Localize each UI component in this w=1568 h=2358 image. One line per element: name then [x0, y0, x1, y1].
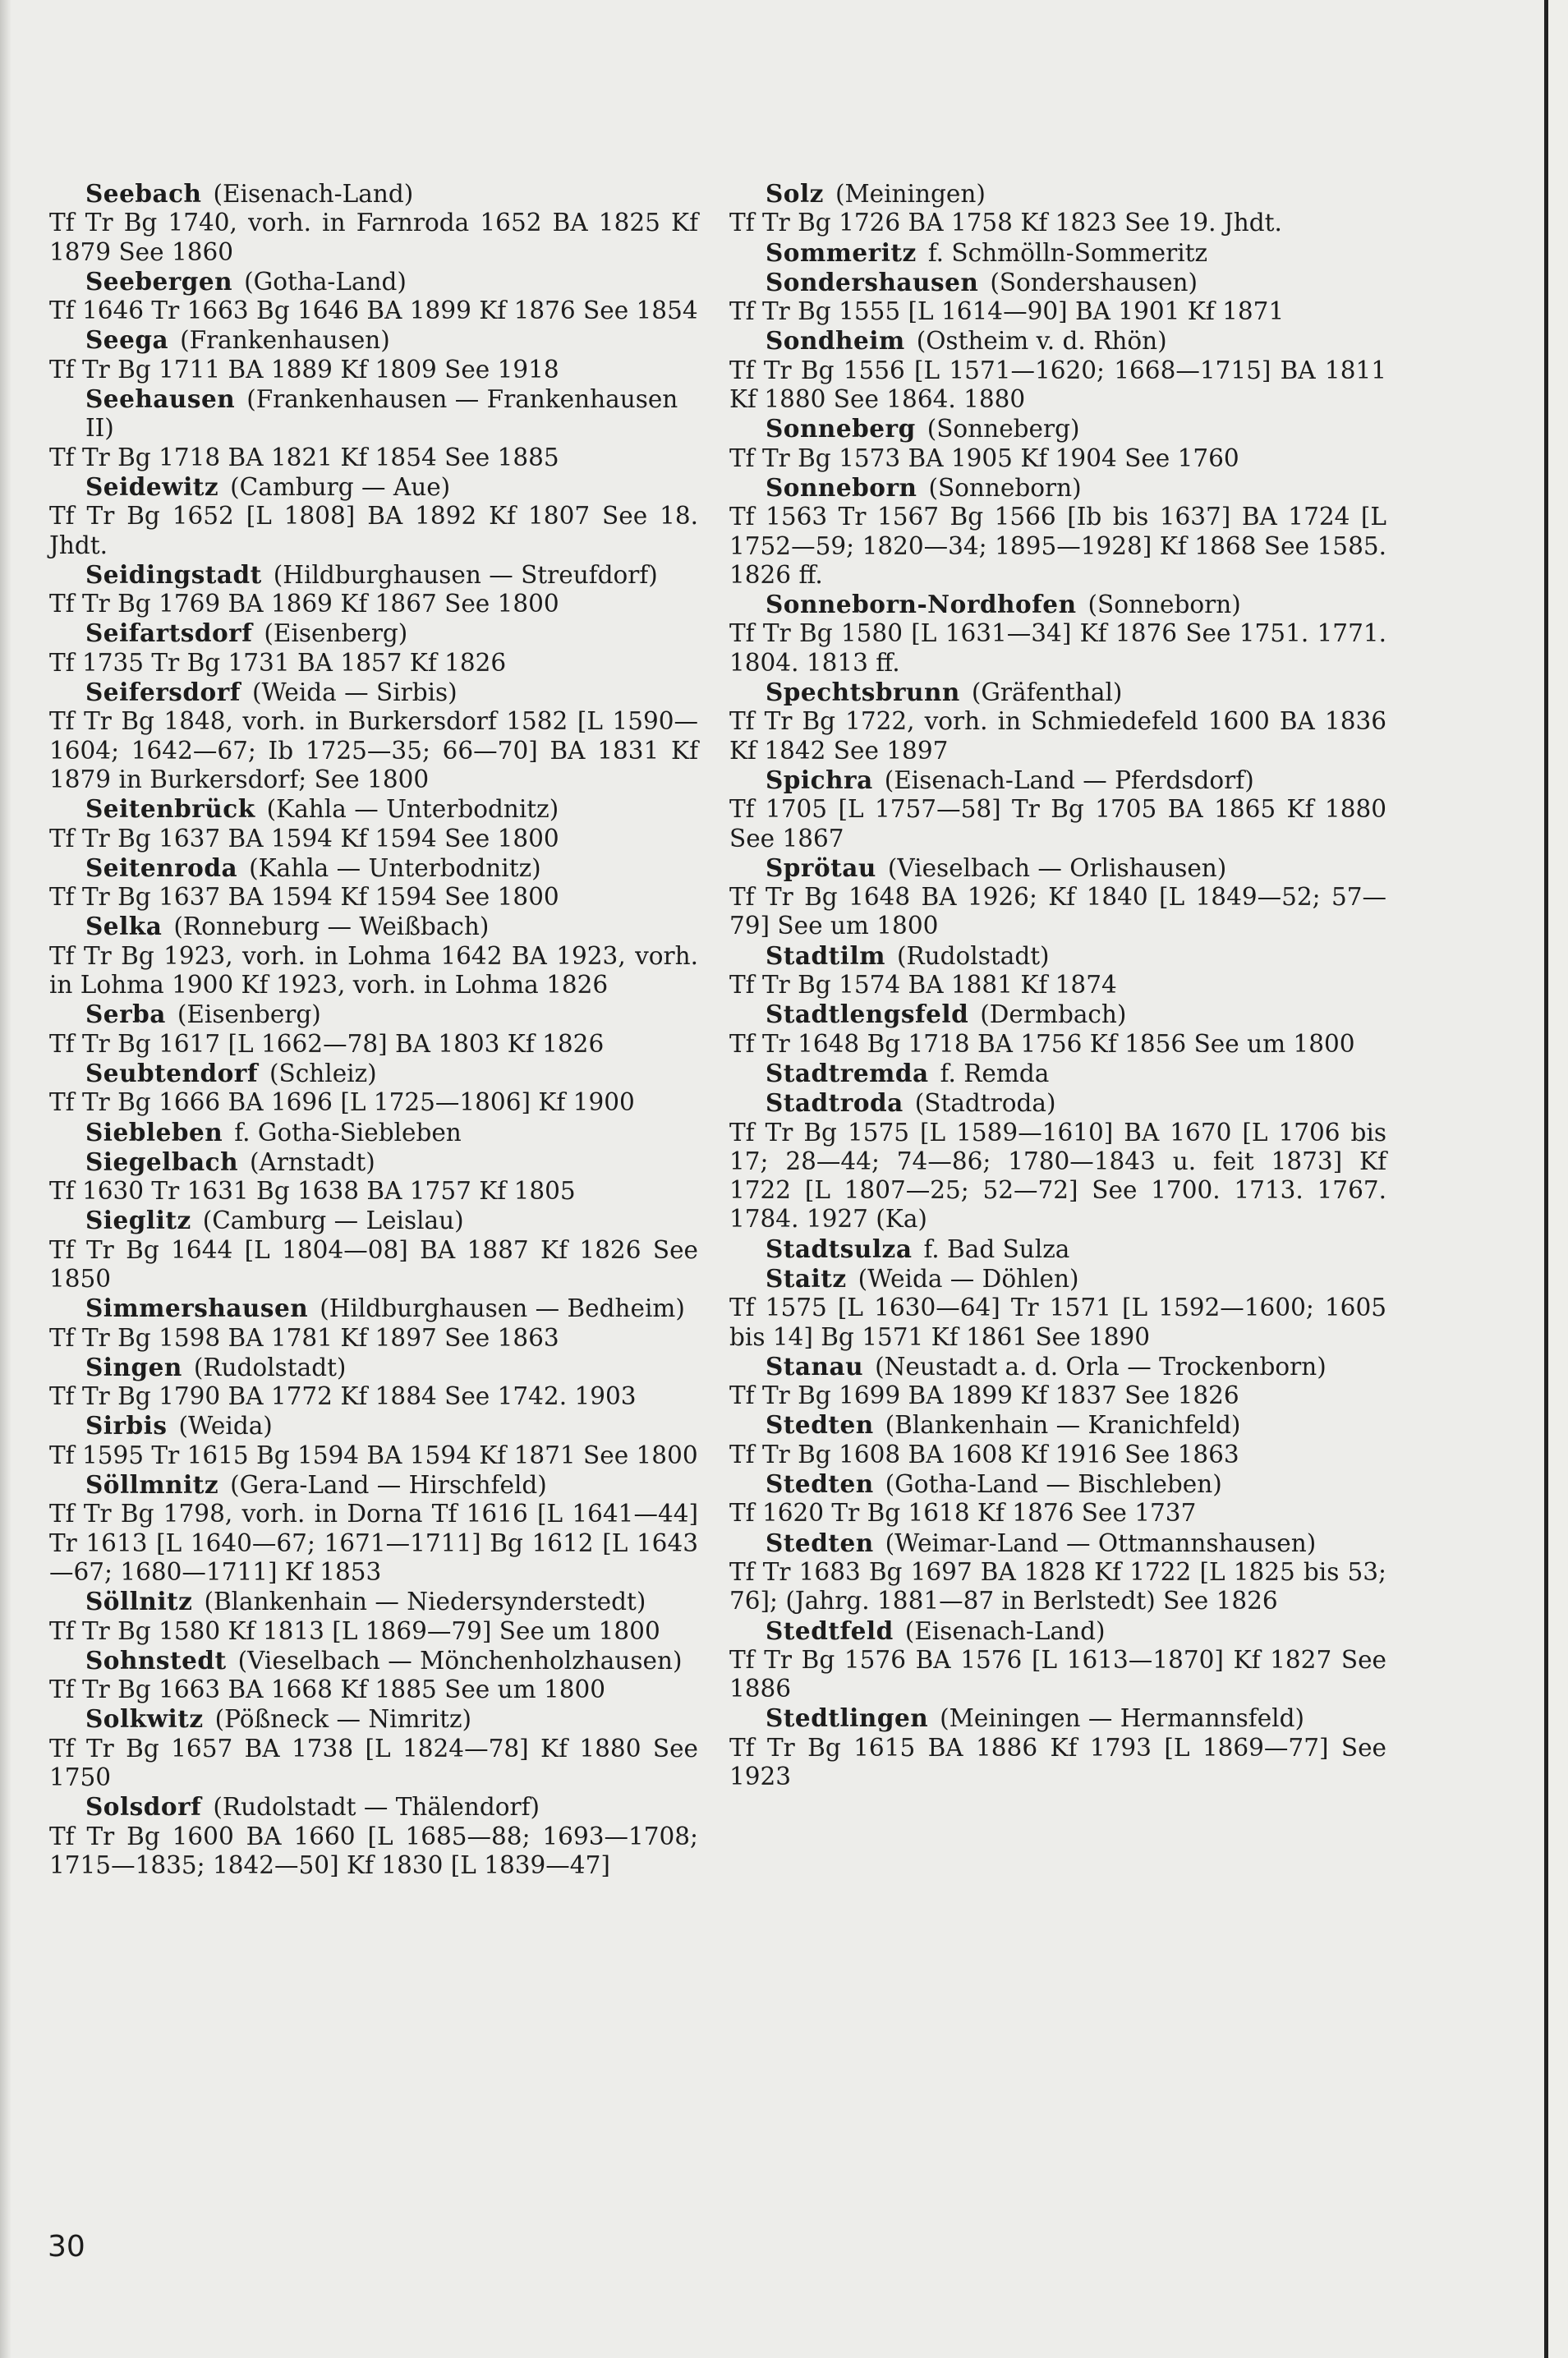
place-name: Sondershausen	[766, 267, 979, 296]
entry-heading	[49, 678, 698, 707]
place-name: Seebach	[85, 179, 202, 208]
district-reference: (Eisenberg)	[264, 619, 408, 648]
record-holdings: Tf Tr Bg 1666 BA 1696 [L 1725—1806] Kf 1900	[49, 1088, 635, 1117]
place-name: Stedtlingen	[766, 1703, 929, 1733]
district-reference: (Arnstadt)	[250, 1147, 375, 1176]
record-holdings: Tf Tr Bg 1576 BA 1576 [L 1613—1870] Kf 1827 See 1886	[729, 1645, 1386, 1703]
district-reference: (Kahla — Unterbodnitz)	[266, 795, 559, 824]
gazetteer-entry	[729, 473, 1386, 590]
record-holdings: Tf Tr Bg 1722, vorh. in Schmiedefeld 1600 BA 1836 Kf 1842 See 1897	[729, 707, 1386, 765]
district-reference: (Blankenhain — Kranichfeld)	[885, 1411, 1241, 1440]
district-reference: (Gotha-Land — Bischleben)	[885, 1470, 1222, 1499]
place-name: Sieglitz	[85, 1206, 191, 1235]
gazetteer-entry	[49, 1294, 698, 1353]
gazetteer-entry	[729, 765, 1386, 853]
district-reference: (Dermbach)	[980, 1000, 1127, 1029]
entry-heading	[49, 267, 698, 296]
record-holdings: Tf 1620 Tr Bg 1618 Kf 1876 See 1737	[729, 1499, 1197, 1528]
gazetteer-entry	[729, 941, 1386, 1000]
gazetteer-entry	[49, 794, 698, 853]
entry-heading	[49, 1587, 698, 1616]
gazetteer-entry	[49, 1059, 698, 1118]
place-name: Simmershausen	[85, 1294, 309, 1323]
gazetteer-entry	[49, 384, 698, 472]
gazetteer-entry	[49, 1353, 698, 1412]
gazetteer-entry	[729, 1234, 1386, 1264]
district-reference: (Meiningen)	[835, 180, 986, 208]
entry-heading	[49, 1792, 698, 1822]
record-holdings: Tf Tr Bg 1556 [L 1571—1620; 1668—1715] BA 1811 Kf 1880 See 1864. 1880	[729, 356, 1386, 414]
place-name: Söllnitz	[85, 1587, 193, 1616]
entry-heading	[729, 941, 1386, 971]
record-holdings: Tf 1630 Tr 1631 Bg 1638 BA 1757 Kf 1805	[49, 1177, 576, 1206]
entry-heading	[729, 326, 1386, 356]
place-name: Seifartsdorf	[85, 618, 253, 648]
district-reference: (Vieselbach — Orlishausen)	[887, 853, 1227, 882]
district-reference: (Eisenach-Land — Pferdsdorf)	[884, 765, 1254, 794]
district-reference: (Camburg — Leislau)	[202, 1207, 464, 1235]
gazetteer-entry	[49, 1792, 698, 1880]
record-holdings: Tf 1735 Tr Bg 1731 BA 1857 Kf 1826	[49, 648, 507, 677]
record-holdings: Tf Tr Bg 1726 BA 1758 Kf 1823 See 19. Jhdt.	[729, 209, 1282, 237]
entry-heading	[49, 1411, 698, 1441]
district-reference: (Meiningen — Hermannsfeld)	[940, 1704, 1304, 1733]
entry-heading	[49, 1704, 698, 1734]
record-holdings: Tf Tr Bg 1769 BA 1869 Kf 1867 See 1800	[49, 590, 559, 618]
record-holdings: Tf Tr Bg 1600 BA 1660 [L 1685—88; 1693—1708; 1715—1835; 1842—50] Kf 1830 [L 1839—47]	[49, 1822, 698, 1879]
gazetteer-entry	[49, 472, 698, 560]
district-reference: f. Bad Sulza	[923, 1234, 1070, 1263]
district-reference: (Rudolstadt)	[193, 1353, 347, 1381]
gazetteer-entry	[729, 1410, 1386, 1469]
gazetteer-entry	[729, 1059, 1386, 1088]
entry-heading	[729, 1234, 1386, 1264]
district-reference: (Vieselbach — Mönchenholzhausen)	[237, 1646, 683, 1675]
place-name: Seitenroda	[85, 853, 238, 882]
record-holdings: Tf 1705 [L 1757—58] Tr Bg 1705 BA 1865 Kf 1880 See 1867	[729, 795, 1386, 853]
district-reference: (Sonneborn)	[928, 473, 1082, 502]
gazetteer-entry	[49, 1147, 698, 1207]
place-name: Solz	[766, 179, 824, 208]
place-name: Sommeritz	[766, 237, 917, 267]
entry-heading	[729, 1000, 1386, 1029]
record-holdings: Tf Tr Bg 1663 BA 1668 Kf 1885 See um 1800	[49, 1675, 606, 1704]
district-reference: (Pößneck — Nimritz)	[214, 1705, 472, 1734]
place-name: Sonneborn-Nordhofen	[766, 590, 1077, 619]
district-reference: (Kahla — Unterbodnitz)	[249, 853, 541, 882]
district-reference: (Rudolstadt)	[896, 941, 1050, 970]
gazetteer-entry	[729, 1703, 1386, 1791]
record-holdings: Tf Tr 1683 Bg 1697 BA 1828 Kf 1722 [L 1825 bis 53; 76]; (Jahrg. 1881—87 in Berlstedt) See 1826	[729, 1557, 1386, 1616]
record-holdings: Tf Tr Bg 1740, vorh. in Farnroda 1652 BA 1825 Kf 1879 See 1860	[49, 209, 698, 266]
entry-heading	[49, 1059, 698, 1088]
record-holdings: Tf 1575 [L 1630—64] Tr 1571 [L 1592—1600; 1605 bis 14] Bg 1571 Kf 1861 See 1890	[729, 1294, 1386, 1351]
entry-heading	[49, 1470, 698, 1500]
gazetteer-entry	[729, 1528, 1386, 1616]
place-name: Siegelbach	[85, 1147, 239, 1176]
entry-heading	[729, 473, 1386, 503]
place-name: Stadtlengsfeld	[766, 1000, 969, 1029]
place-name: Solkwitz	[85, 1704, 204, 1734]
place-name: Söllmnitz	[85, 1470, 219, 1500]
place-name: Sirbis	[85, 1411, 168, 1441]
place-name: Stedten	[766, 1528, 874, 1557]
place-name: Singen	[85, 1352, 182, 1381]
entry-heading	[729, 1088, 1386, 1118]
gazetteer-entry	[729, 853, 1386, 941]
district-reference: (Stadtroda)	[914, 1089, 1056, 1118]
place-name: Sohnstedt	[85, 1645, 227, 1675]
place-name: Spichra	[766, 765, 873, 794]
district-reference: (Sonneberg)	[927, 415, 1080, 444]
district-reference: f. Remda	[940, 1059, 1050, 1087]
gazetteer-entry	[49, 1470, 698, 1587]
gazetteer-entry	[49, 1704, 698, 1792]
entry-heading	[49, 1118, 698, 1147]
entry-heading	[729, 1703, 1386, 1733]
place-name: Seidingstadt	[85, 559, 262, 589]
place-name: Stanau	[766, 1351, 864, 1381]
record-holdings: Tf Tr Bg 1580 Kf 1813 [L 1869—79] See um 1800	[49, 1616, 660, 1645]
district-reference: (Frankenhausen)	[180, 326, 390, 355]
district-reference: (Weida — Sirbis)	[251, 678, 458, 707]
record-holdings: Tf Tr Bg 1644 [L 1804—08] BA 1887 Kf 1826 See 1850	[49, 1235, 698, 1293]
entry-heading	[729, 268, 1386, 297]
place-name: Seehausen	[85, 384, 236, 414]
place-name: Stadtsulza	[766, 1234, 913, 1263]
gazetteer-entry	[729, 179, 1386, 238]
gazetteer-entry	[49, 560, 698, 619]
entry-heading	[729, 1059, 1386, 1088]
gazetteer-entry	[49, 1206, 698, 1294]
gazetteer-entry	[49, 1000, 698, 1059]
gazetteer-entry	[729, 414, 1386, 473]
entry-heading	[729, 1616, 1386, 1646]
gazetteer-entry	[49, 325, 698, 384]
entry-heading	[49, 912, 698, 941]
place-name: Sonneborn	[766, 472, 917, 502]
entry-heading	[49, 384, 698, 444]
place-name: Stedtfeld	[766, 1616, 894, 1645]
record-holdings: Tf Tr Bg 1699 BA 1899 Kf 1837 See 1826	[729, 1381, 1239, 1410]
place-name: Seebergen	[85, 266, 233, 296]
record-holdings: Tf Tr Bg 1615 BA 1886 Kf 1793 [L 1869—77] See 1923	[729, 1733, 1386, 1791]
district-reference: (Hildburghausen — Streufdorf)	[273, 560, 658, 589]
place-name: Sondheim	[766, 326, 905, 356]
gazetteer-entry	[729, 678, 1386, 765]
gazetteer-entry	[49, 1411, 698, 1470]
gazetteer-entry	[729, 1469, 1386, 1528]
page-number: 30	[48, 2230, 85, 2264]
gazetteer-entry	[49, 267, 698, 326]
entry-heading	[49, 853, 698, 883]
place-name: Selka	[85, 912, 163, 941]
left-column	[49, 179, 698, 1880]
district-reference: (Rudolstadt — Thälendorf)	[213, 1793, 540, 1822]
entry-heading	[49, 325, 698, 355]
place-name: Sprötau	[766, 853, 876, 882]
district-reference: f. Gotha-Siebleben	[234, 1118, 462, 1147]
district-reference: (Eisenach-Land)	[213, 180, 414, 208]
record-holdings: Tf 1646 Tr 1663 Bg 1646 BA 1899 Kf 1876 See 1854	[49, 296, 698, 325]
gazetteer-entry	[729, 1616, 1386, 1704]
record-holdings: Tf Tr Bg 1790 BA 1772 Kf 1884 See 1742. 1903	[49, 1382, 637, 1411]
place-name: Stedten	[766, 1469, 874, 1499]
entry-heading	[729, 238, 1386, 268]
place-name: Stadtroda	[766, 1088, 904, 1118]
gazetteer-entry	[729, 1264, 1386, 1352]
gazetteer-entry	[49, 1118, 698, 1147]
entry-heading	[49, 794, 698, 824]
gazetteer-entry	[49, 912, 698, 1000]
entry-heading	[49, 1646, 698, 1675]
gazetteer-entry	[729, 268, 1386, 327]
gazetteer-entry	[49, 618, 698, 678]
record-holdings: Tf Tr Bg 1923, vorh. in Lohma 1642 BA 1923, vorh. in Lohma 1900 Kf 1923, vorh. in Lohma 1826	[49, 941, 698, 1000]
district-reference: (Hildburghausen — Bedheim)	[320, 1294, 685, 1323]
entry-heading	[729, 179, 1386, 209]
gazetteer-entry	[49, 678, 698, 794]
record-holdings: Tf Tr Bg 1711 BA 1889 Kf 1809 See 1918	[49, 355, 559, 384]
place-name: Seifersdorf	[85, 678, 241, 707]
district-reference: (Gräfenthal)	[971, 678, 1123, 707]
entry-heading	[729, 1528, 1386, 1558]
district-reference: (Frankenhausen — Frankenhausen II)	[85, 385, 678, 443]
district-reference: (Neustadt a. d. Orla — Trockenborn)	[875, 1352, 1327, 1381]
record-holdings: Tf Tr Bg 1580 [L 1631—34] Kf 1876 See 1751. 1771. 1804. 1813 ff.	[729, 619, 1386, 677]
place-name: Seitenbrück	[85, 794, 255, 824]
place-name: Serba	[85, 1000, 166, 1029]
entry-heading	[49, 472, 698, 502]
place-name: Stedten	[766, 1410, 874, 1440]
place-name: Seidewitz	[85, 471, 219, 501]
place-name: Sonneberg	[766, 414, 916, 444]
record-holdings: Tf Tr Bg 1637 BA 1594 Kf 1594 See 1800	[49, 883, 559, 912]
district-reference: (Sondershausen)	[990, 268, 1198, 296]
entry-heading	[49, 1294, 698, 1323]
place-name: Stadtilm	[766, 940, 885, 970]
entry-heading	[49, 1000, 698, 1029]
record-holdings: Tf Tr Bg 1652 [L 1808] BA 1892 Kf 1807 See 18. Jhdt.	[49, 502, 698, 559]
district-reference: (Eisenberg)	[177, 1000, 321, 1029]
entry-heading	[729, 853, 1386, 883]
place-name: Siebleben	[85, 1117, 223, 1147]
entry-heading	[49, 1206, 698, 1235]
district-reference: (Gera-Land — Hirschfeld)	[230, 1471, 547, 1500]
entry-heading	[729, 590, 1386, 619]
gazetteer-entry	[49, 179, 698, 267]
place-name: Spechtsbrunn	[766, 678, 960, 707]
entry-heading	[729, 678, 1386, 707]
entry-heading	[729, 765, 1386, 795]
district-reference: (Ostheim v. d. Rhön)	[916, 327, 1167, 356]
place-name: Seega	[85, 325, 169, 355]
record-holdings: Tf Tr Bg 1657 BA 1738 [L 1824—78] Kf 1880 See 1750	[49, 1734, 698, 1792]
district-reference: (Ronneburg — Weißbach)	[173, 912, 490, 941]
record-holdings: Tf 1563 Tr 1567 Bg 1566 [Ib bis 1637] BA 1724 [L 1752—59; 1820—34; 1895—1928] Kf 1868 See 1585. 1826 ff.	[729, 503, 1386, 589]
record-holdings: Tf Tr Bg 1575 [L 1589—1610] BA 1670 [L 1706 bis 17; 28—44; 74—86; 1780—1843 u. feit 1873] Kf 1722 [L 1807—25; 52—72] See 1700. 1713. 1767. 1784. 1927 (Ka)	[729, 1118, 1386, 1234]
record-holdings: Tf Tr Bg 1573 BA 1905 Kf 1904 See 1760	[729, 444, 1239, 472]
place-name: Staitz	[766, 1263, 847, 1293]
district-reference: (Blankenhain — Niedersynderstedt)	[204, 1588, 646, 1616]
entry-heading	[729, 1469, 1386, 1499]
record-holdings: Tf Tr Bg 1574 BA 1881 Kf 1874	[729, 971, 1117, 1000]
district-reference: (Camburg — Aue)	[230, 472, 451, 501]
gazetteer-entry	[49, 1587, 698, 1646]
record-holdings: Tf Tr 1648 Bg 1718 BA 1756 Kf 1856 See um 1800	[729, 1029, 1355, 1058]
district-reference: f. Schmölln-Sommeritz	[927, 238, 1208, 267]
entry-heading	[49, 1353, 698, 1382]
district-reference: (Weimar-Land — Ottmannshausen)	[885, 1528, 1317, 1557]
district-reference: (Gotha-Land)	[244, 267, 407, 296]
district-reference: (Weida — Döhlen)	[858, 1264, 1079, 1293]
entry-heading	[729, 1410, 1386, 1440]
record-holdings: Tf Tr Bg 1637 BA 1594 Kf 1594 See 1800	[49, 824, 559, 853]
record-holdings: Tf Tr Bg 1848, vorh. in Burkersdorf 1582 [L 1590—1604; 1642—67; Ib 1725—35; 66—70] BA 1831 Kf 1879 in Burkersdorf; See 1800	[49, 707, 698, 793]
district-reference: (Eisenach-Land)	[904, 1616, 1106, 1645]
gazetteer-entry	[49, 853, 698, 912]
district-reference: (Sonneborn)	[1087, 591, 1241, 619]
record-holdings: Tf Tr Bg 1608 BA 1608 Kf 1916 See 1863	[729, 1440, 1239, 1469]
place-name: Solsdorf	[85, 1792, 202, 1822]
gazetteer-entry	[729, 326, 1386, 414]
entry-heading	[49, 179, 698, 209]
gazetteer-entry	[729, 1352, 1386, 1411]
gazetteer-entry	[49, 1646, 698, 1705]
record-holdings: Tf 1595 Tr 1615 Bg 1594 BA 1594 Kf 1871 See 1800	[49, 1441, 698, 1469]
record-holdings: Tf Tr Bg 1718 BA 1821 Kf 1854 See 1885	[49, 443, 559, 471]
gazetteer-entry	[729, 1088, 1386, 1234]
scan-edge-shadow	[0, 0, 11, 2358]
entry-heading	[729, 414, 1386, 444]
record-holdings: Tf Tr Bg 1648 BA 1926; Kf 1840 [L 1849—52; 57—79] See um 1800	[729, 883, 1386, 940]
entry-heading	[49, 560, 698, 590]
entry-heading	[49, 618, 698, 648]
gazetteer-entry	[729, 590, 1386, 678]
district-reference: (Weida)	[178, 1412, 273, 1441]
entry-heading	[49, 1147, 698, 1177]
district-reference: (Schleiz)	[269, 1059, 377, 1087]
entry-heading	[729, 1264, 1386, 1294]
record-holdings: Tf Tr Bg 1555 [L 1614—90] BA 1901 Kf 1871	[729, 297, 1285, 326]
record-holdings: Tf Tr Bg 1798, vorh. in Dorna Tf 1616 [L 1641—44] Tr 1613 [L 1640—67; 1671—1711] Bg 1612 [L 1643—67; 1680—1711] Kf 1853	[49, 1500, 698, 1586]
gazetteer-entry	[729, 238, 1386, 268]
record-holdings: Tf Tr Bg 1617 [L 1662—78] BA 1803 Kf 1826	[49, 1029, 605, 1058]
place-name: Seubtendorf	[85, 1058, 259, 1087]
gazetteer-entry	[729, 1000, 1386, 1059]
entry-heading	[729, 1352, 1386, 1381]
record-holdings: Tf Tr Bg 1598 BA 1781 Kf 1897 See 1863	[49, 1323, 559, 1352]
place-name: Stadtremda	[766, 1058, 929, 1087]
right-column	[729, 179, 1386, 1791]
